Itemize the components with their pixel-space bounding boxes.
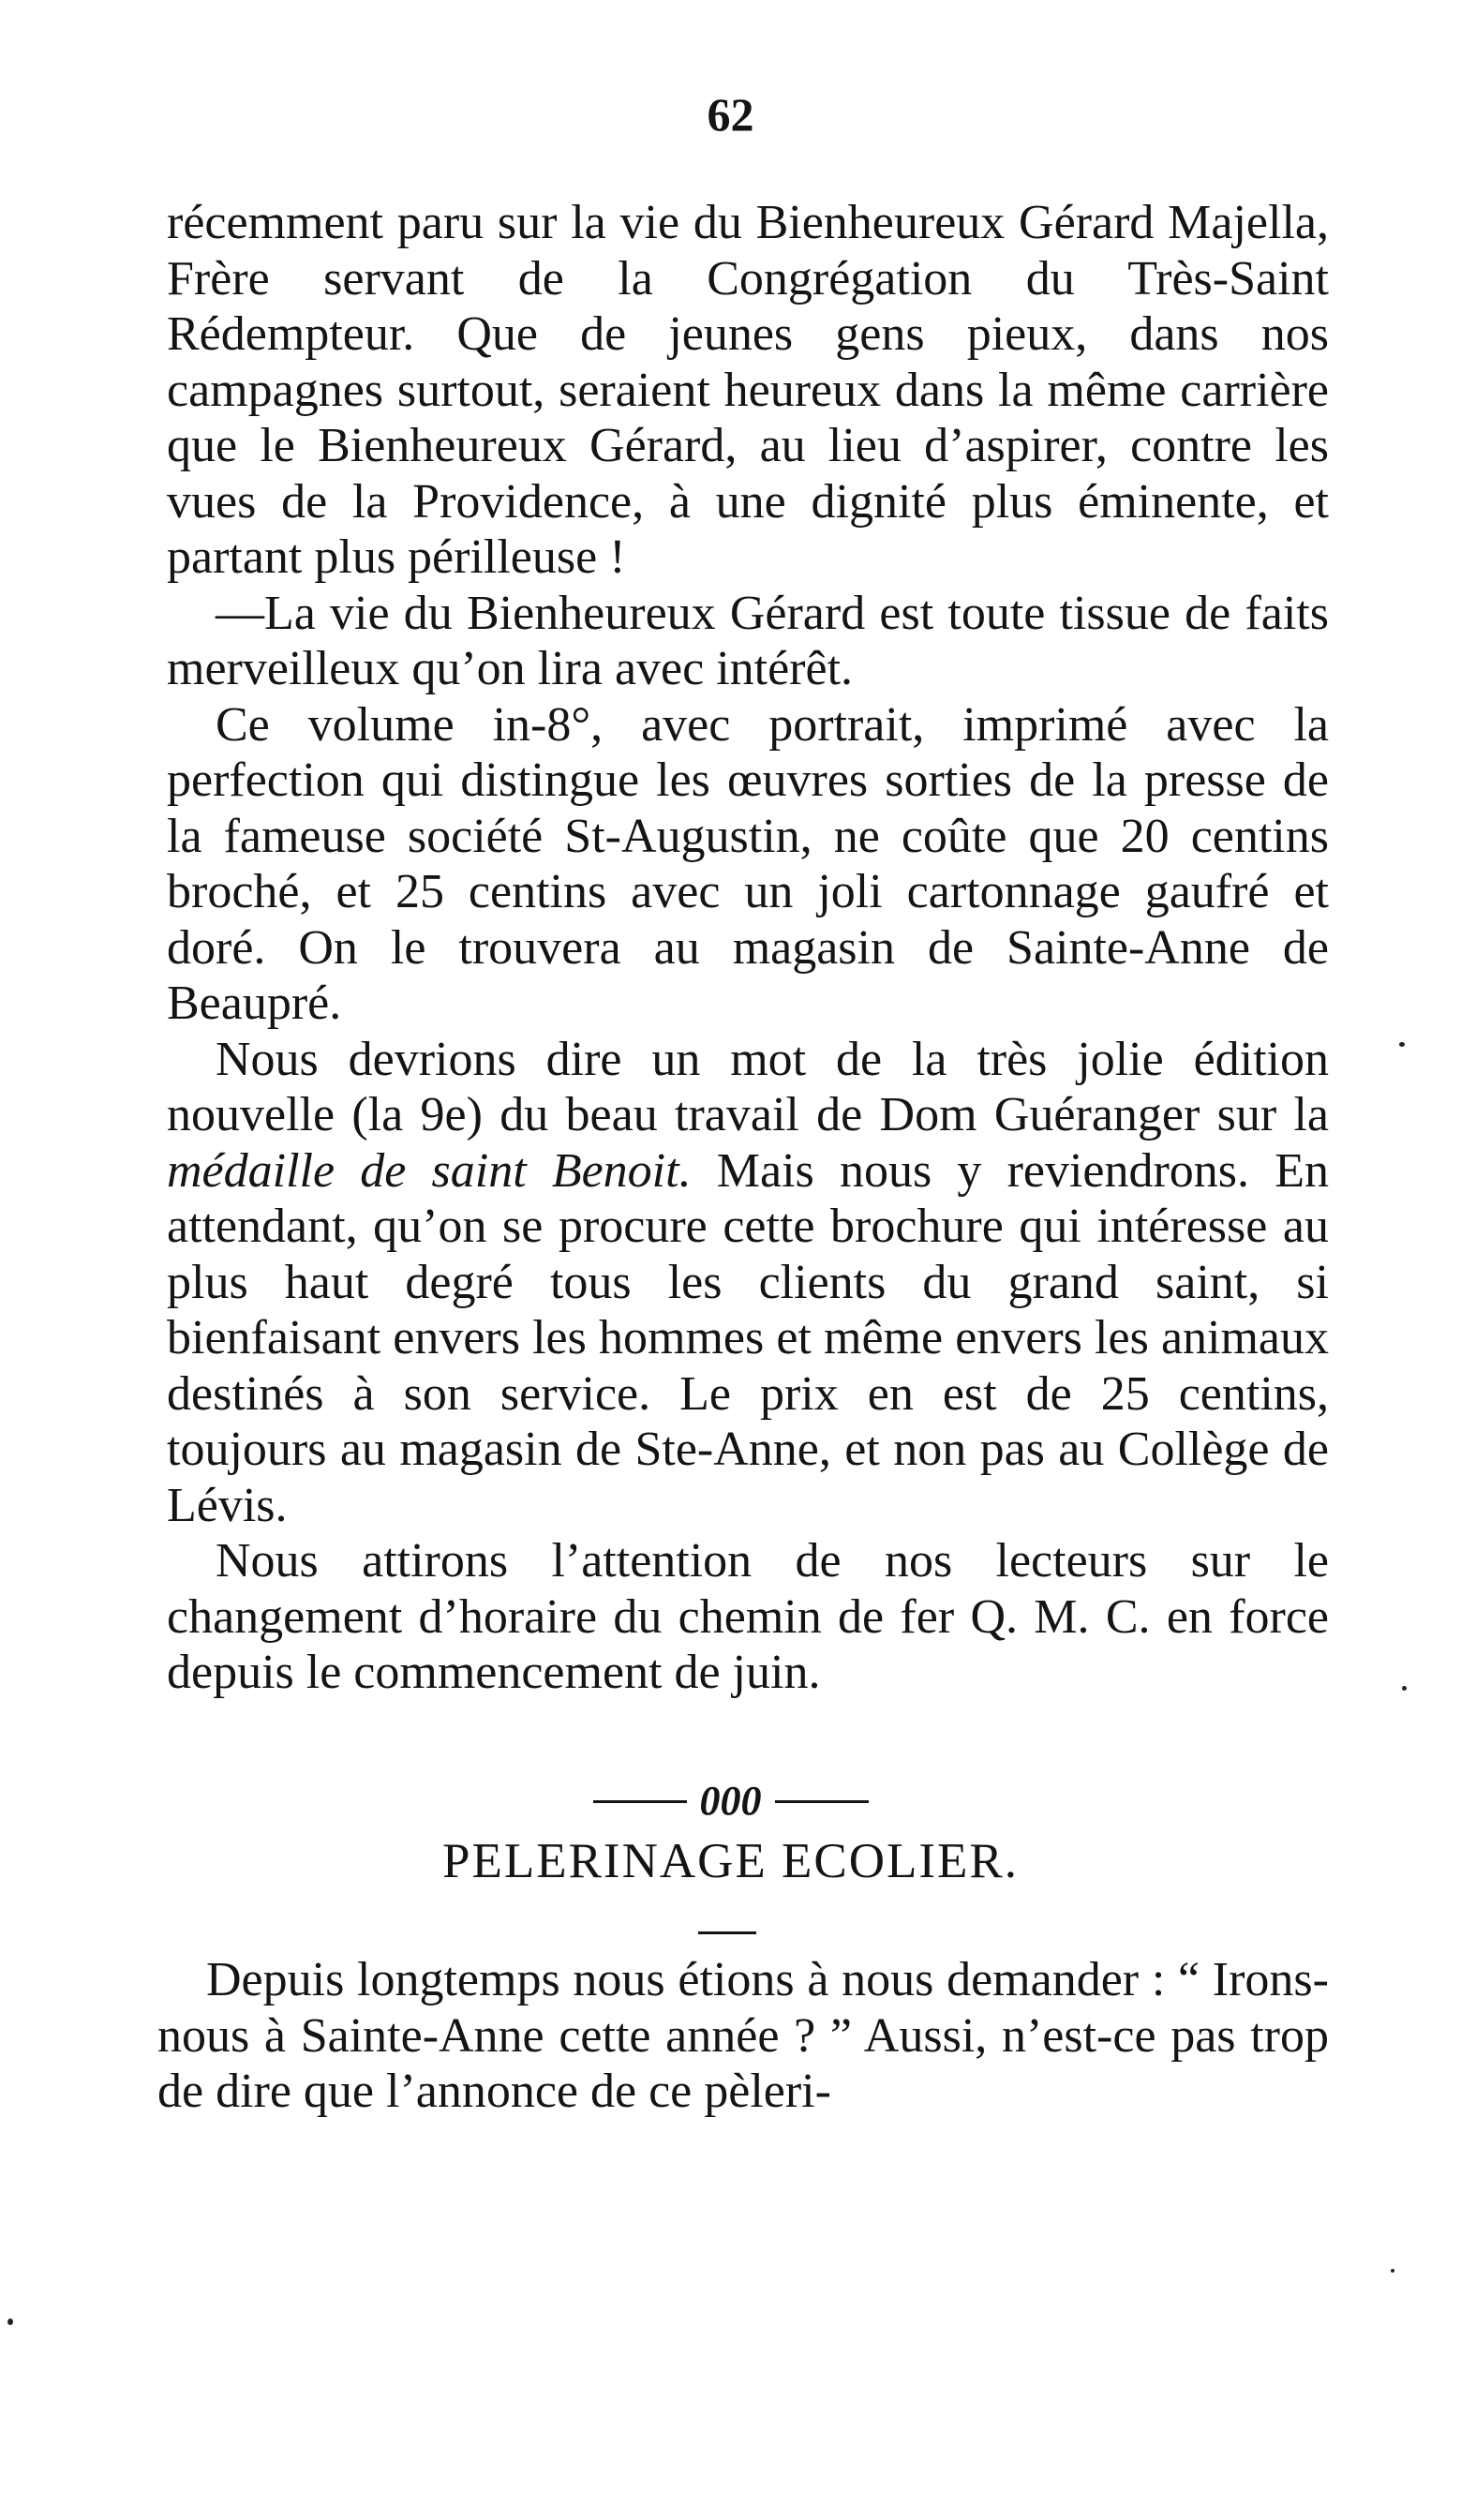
body-text-section-1 [167,195,1329,1701]
p4-text-after: Mais nous y reviendrons. En attendant, qu’on se procure cette brochure qui intéresse au plus haut degré tous les clients du grand saint, si bienfaisant envers les hommes et même envers les animaux destinés à son service. Le prix en est de 25 centins, toujours au magasin de Ste-Anne, et non pas au Collège de Lévis. [167,1143,1329,1532]
separator-rule-left [593,1800,687,1803]
body-text-section-2 [157,1952,1329,2120]
separator-ornament: 000 [699,1778,762,1824]
section-heading: PELERINAGE ECOLIER. [441,1834,1020,1888]
scan-speck [1399,1042,1405,1047]
scan-speck [7,2319,13,2325]
heading-underline-rule [698,1931,756,1934]
paragraph-pilgrimage-intro: Depuis longtemps nous étions à nous demander : “ Irons-nous à Sainte-Anne cette année ? ” Aussi, n’est-ce pas trop de dire que l’annonce de ce pèleri- [157,1953,1329,2118]
p4-text-before: Nous devrions dire un mot de la très jolie édition nouvelle (la 9e) du beau travail de Dom Guéranger sur la [167,1032,1329,1141]
page-number: 62 [707,88,754,141]
scan-speck [1391,2269,1394,2273]
paragraph-railway-schedule: Nous attirons l’attention de nos lecteurs sur le changement d’horaire du chemin de fer Q. M. C. en force depuis le commencement de juin. [167,1534,1329,1699]
paragraph-continued: récemment paru sur la vie du Bienheureux Gérard Majella, Frère servant de la Congrégation du Très-Saint Rédempteur. Que de jeunes gens pieux, dans nos campagnes surtout, seraient heureux dans la même carrière que le Bienheureux Gérard, au lieu d’aspirer, contre les vues de la Providence, à une dignité plus éminente, et partant plus périlleuse ! [167,196,1329,584]
separator-rule-right [775,1800,869,1803]
section-separator [0,1773,1461,1829]
paragraph-medal-saint-benoit [167,1032,1329,1534]
paragraph-volume-price: Ce volume in-8°, avec portrait, imprimé avec la perfection qui distingue les œuvres sorties de la presse de la fameuse société St-Augustin, ne coûte que 20 centins broché, et 25 centins avec un joli cartonnage gaufré et doré. On le trouvera au magasin de Sainte-Anne de Beaupré. [167,697,1329,1030]
paragraph-gerard-life: —La vie du Bienheureux Gérard est toute tissue de faits merveilleux qu’on lira avec intérêt. [167,586,1329,695]
scan-speck [1402,1686,1407,1691]
book-title-italic: médaille de saint Benoit. [167,1143,692,1198]
